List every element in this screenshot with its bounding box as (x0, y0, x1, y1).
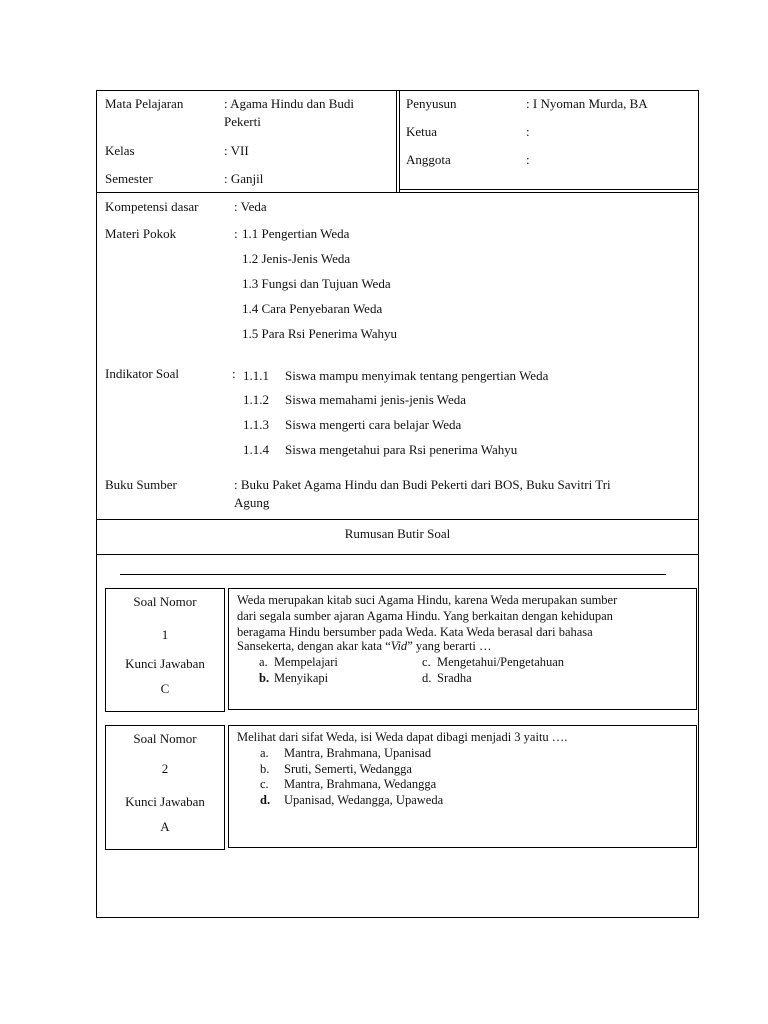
option-text: Mantra, Brahmana, Wedangga (284, 777, 437, 791)
question-1-line: Sansekerta, dengan akar kata “Vid” yang berarti … (237, 639, 492, 653)
soal-nomor-label: Soal Nomor (133, 594, 197, 609)
option-text: Upanisad, Wedangga, Upaweda (284, 793, 444, 807)
kompetensi-value: : Veda (234, 199, 267, 214)
soal-number: 1 (161, 627, 169, 642)
indikator-text: Siswa mampu menyimak tentang pengertian Weda (285, 368, 549, 383)
option-letter: c. (422, 655, 431, 669)
header-divider-left (396, 90, 397, 193)
underline-rule (120, 574, 666, 575)
question-2-line: Melihat dari sifat Weda, isi Weda dapat dibagi menjadi 3 yaitu …. (237, 730, 568, 744)
rumusan-top-rule (96, 519, 699, 520)
materi-item: 1.2 Jenis-Jenis Weda (242, 251, 351, 266)
anggota-value: : (526, 152, 530, 167)
indikator-num: 1.1.4 (243, 442, 269, 457)
option-letter: a. (259, 655, 268, 669)
rumusan-bottom-rule (96, 554, 699, 555)
option-text: Sradha (437, 671, 472, 685)
kelas-label: Kelas (105, 143, 135, 158)
semester-label: Semester (105, 171, 153, 186)
materi-item: 1.5 Para Rsi Penerima Wahyu (242, 326, 398, 341)
kelas-value: : VII (224, 143, 249, 158)
indikator-num: 1.1.2 (243, 392, 269, 407)
indikator-text: Siswa memahami jenis-jenis Weda (285, 392, 467, 407)
mata-pelajaran-value-cont: Pekerti (224, 114, 261, 129)
root-word: Vid (390, 639, 408, 653)
semester-value: : Ganjil (224, 171, 264, 186)
option-letter: c. (260, 777, 269, 791)
indikator-text: Siswa mengerti cara belajar Weda (285, 417, 462, 432)
kompetensi-label: Kompetensi dasar (105, 199, 199, 214)
option-letter: d. (422, 671, 432, 685)
kunci-jawaban-value: A (160, 819, 170, 834)
question-1-line: beragama Hindu bersumber pada Weda. Kata Weda berasal dari bahasa (237, 625, 593, 639)
penyusun-value: : I Nyoman Murda, BA (526, 96, 648, 111)
rumusan-title: Rumusan Butir Soal (344, 526, 451, 541)
anggota-label: Anggota (406, 152, 451, 167)
indikator-num: 1.1.3 (243, 417, 269, 432)
question-1-line: Weda merupakan kitab suci Agama Hindu, karena Weda merupakan sumber (237, 593, 618, 607)
indikator-num: 1.1.1 (243, 368, 269, 383)
kunci-jawaban-label: Kunci Jawaban (125, 794, 205, 809)
soal-number: 2 (161, 761, 169, 776)
materi-item: 1.3 Fungsi dan Tujuan Weda (242, 276, 391, 291)
buku-label: Buku Sumber (105, 477, 177, 492)
indikator-colon: : (232, 366, 236, 381)
option-text: Menyikapi (274, 671, 329, 685)
materi-item: 1.4 Cara Penyebaran Weda (242, 301, 383, 316)
buku-value: : Buku Paket Agama Hindu dan Budi Pekerti dari BOS, Buku Savitri Tri (234, 477, 611, 492)
kunci-jawaban-value: C (160, 681, 170, 696)
option-text: Mempelajari (274, 655, 338, 669)
header-bottom-rule (96, 192, 699, 193)
indikator-label: Indikator Soal (105, 366, 180, 381)
question-1-line: dari segala sumber ajaran Agama Hindu. Yang berkaitan dengan kehidupan (237, 609, 613, 623)
option-letter: b. (260, 762, 270, 776)
indikator-text: Siswa mengetahui para Rsi penerima Wahyu (285, 442, 518, 457)
mata-pelajaran-label: Mata Pelajaran (105, 96, 184, 111)
option-letter: b. (259, 671, 270, 685)
option-letter: a. (260, 746, 269, 760)
penyusun-label: Penyusun (406, 96, 457, 111)
option-text: Mengetahui/Pengetahuan (437, 655, 565, 669)
option-text: Mantra, Brahmana, Upanisad (284, 746, 432, 760)
materi-label: Materi Pokok (105, 226, 177, 241)
materi-colon: : (234, 226, 238, 241)
ketua-label: Ketua (406, 124, 438, 139)
kunci-jawaban-label: Kunci Jawaban (125, 656, 205, 671)
buku-value-cont: Agung (234, 495, 270, 510)
header-bottom-rule-inner (399, 189, 699, 190)
ketua-value: : (526, 124, 530, 139)
soal-nomor-label: Soal Nomor (133, 731, 197, 746)
option-text: Sruti, Semerti, Wedangga (284, 762, 412, 776)
materi-item: 1.1 Pengertian Weda (242, 226, 350, 241)
mata-pelajaran-value: : Agama Hindu dan Budi (224, 96, 354, 111)
header-divider-right (399, 90, 400, 193)
option-letter: d. (260, 793, 271, 807)
